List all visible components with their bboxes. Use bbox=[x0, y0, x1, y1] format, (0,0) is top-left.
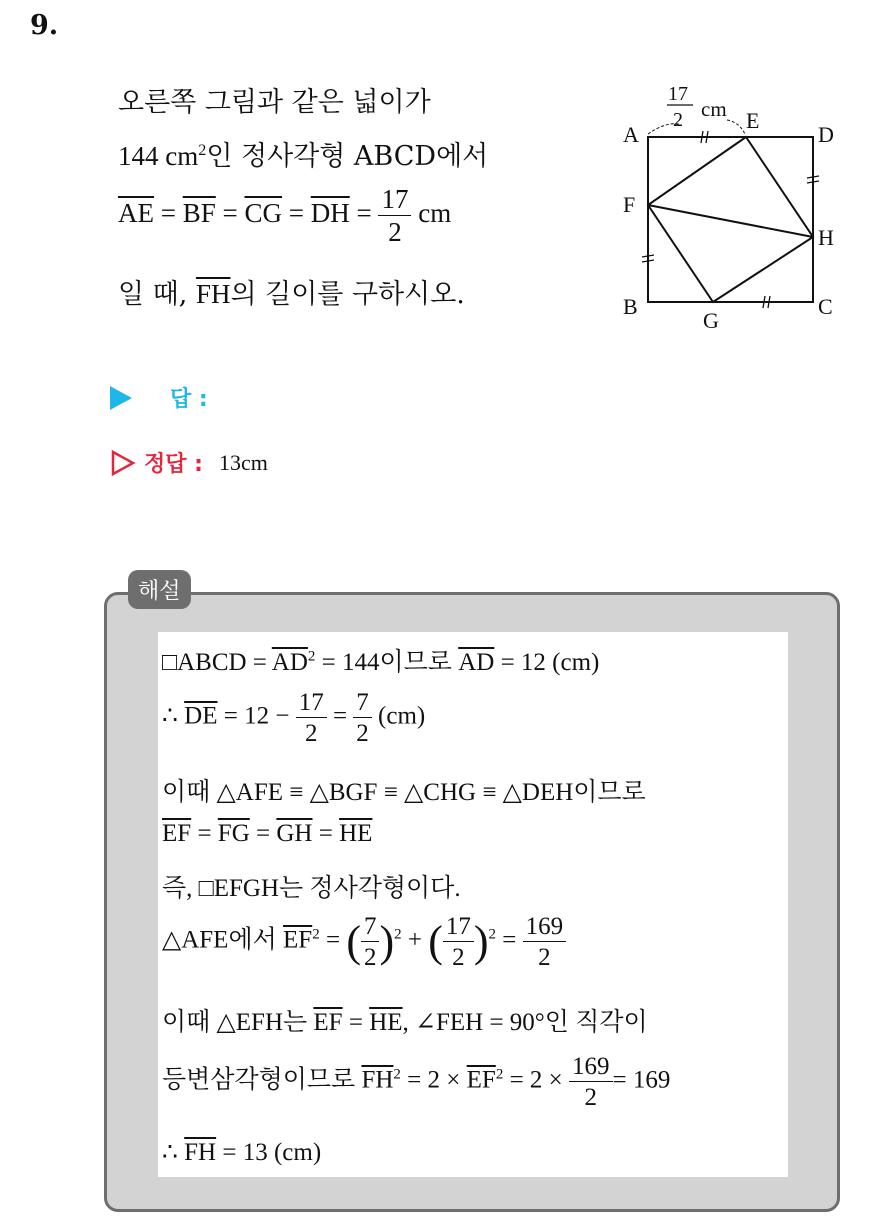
sol6-sup2: 2 bbox=[394, 926, 402, 943]
sol6-d2: 2 bbox=[452, 944, 465, 971]
solution-tag: 해설 bbox=[128, 570, 191, 609]
sol7-b: , ∠FEH = 90°인 직각이 bbox=[402, 1009, 648, 1036]
sol4-gh: $\overline{GH}$ bbox=[276, 820, 313, 847]
sol1-seg-ad2: $\overline{AD}$ bbox=[458, 649, 495, 676]
sol2-n2: 7 bbox=[353, 690, 372, 718]
solution-line-5: 즉, □EFGH는 정사각형이다. bbox=[162, 875, 461, 902]
sol6-n1: 7 bbox=[361, 914, 380, 942]
label-g: G bbox=[703, 308, 719, 332]
segment-fh: $\overline{FH}$ bbox=[195, 279, 231, 309]
area-value: 144 cm bbox=[118, 141, 199, 171]
sol8-c: = 2 × bbox=[509, 1066, 563, 1094]
solution-line-3: 이때 △AFE ≡ △BGF ≡ △CHG ≡ △DEH이므로 bbox=[162, 779, 646, 806]
sol4-eq1: = bbox=[197, 820, 212, 847]
dim-numerator: 17 bbox=[668, 83, 688, 105]
sol6-a: △AFE에서 bbox=[162, 926, 277, 954]
sol8-frac bbox=[569, 1054, 613, 1110]
correct-answer-row bbox=[110, 447, 268, 478]
solution-line-8 bbox=[162, 1054, 670, 1110]
segment-dh: $\overline{DH}$ bbox=[310, 198, 350, 229]
sol8-e: = 169 bbox=[612, 1066, 671, 1094]
sol2-frac2 bbox=[353, 690, 372, 746]
sol1-c: = 12 (cm) bbox=[500, 649, 600, 676]
label-c: C bbox=[818, 294, 833, 319]
question-text-2: 인 정사각형 ABCD에서 bbox=[206, 141, 489, 172]
question-line-4 bbox=[118, 272, 465, 311]
question-text-1: 오른쪽 그림과 같은 넓이가 bbox=[118, 87, 431, 118]
sol1-seg-ad: $\overline{AD}$ bbox=[271, 649, 308, 676]
solution-line-2 bbox=[162, 690, 425, 746]
sol8-n: 169 bbox=[569, 1054, 613, 1082]
sol6-n2: 17 bbox=[443, 914, 474, 942]
sol2-b: = 12 − bbox=[223, 702, 290, 730]
sol2-eq: = bbox=[332, 702, 348, 730]
sol7-he: $\overline{HE}$ bbox=[369, 1009, 403, 1036]
sol2-d1: 2 bbox=[304, 720, 318, 747]
dim-denominator: 2 bbox=[673, 109, 683, 131]
sol8-ef: $\overline{EF}$ bbox=[466, 1066, 496, 1094]
sol4-eq2: = bbox=[256, 820, 271, 847]
sol4-eq3: = bbox=[318, 820, 333, 847]
segment-ae: $\overline{AE}$ bbox=[118, 198, 154, 229]
solution-line-1 bbox=[162, 642, 599, 678]
sol2-therefore: ∴ bbox=[162, 702, 178, 730]
sol4-fg: $\overline{FG}$ bbox=[217, 820, 250, 847]
sol4-he: $\overline{HE}$ bbox=[339, 820, 373, 847]
sol2-n1: 17 bbox=[296, 690, 327, 718]
sol8-sup2: 2 bbox=[495, 1066, 504, 1083]
label-b: B bbox=[623, 294, 638, 319]
label-d: D bbox=[818, 122, 834, 147]
solution-line-9 bbox=[162, 1137, 321, 1167]
sol8-b: = 2 × bbox=[407, 1066, 461, 1094]
correct-value: 13cm bbox=[218, 449, 268, 475]
sol6-sup: 2 bbox=[312, 926, 320, 943]
sol6-frac2 bbox=[443, 914, 474, 970]
outline-triangle-icon bbox=[110, 450, 136, 476]
answer-row bbox=[110, 382, 208, 413]
sol2-seg-de: $\overline{DE}$ bbox=[184, 702, 218, 730]
sol8-d: 2 bbox=[584, 1084, 598, 1111]
sol4-ef: $\overline{EF}$ bbox=[162, 820, 192, 847]
sol1-b: = 144이므로 bbox=[321, 649, 452, 676]
fraction-numerator: 17 bbox=[378, 186, 411, 216]
segment-bf: $\overline{BF}$ bbox=[182, 198, 216, 229]
unit-cm: cm bbox=[418, 198, 452, 229]
sol8-a: 등변삼각형이므로 bbox=[162, 1066, 356, 1094]
solution-line-7: 이때 △EFH는 $\overline{EF} = \overline{HE}$, ∠FEH = 90°인 직각이 bbox=[162, 1009, 648, 1036]
sol8-fh: $\overline{FH}$ bbox=[361, 1066, 394, 1094]
area-exponent: 2 bbox=[198, 141, 207, 159]
sol8-sup1: 2 bbox=[393, 1066, 401, 1083]
answer-label: 답 : bbox=[170, 387, 208, 412]
question-text-4b: 의 길이를 구하시오. bbox=[230, 279, 465, 310]
sol9-b: = 13 (cm) bbox=[222, 1139, 322, 1166]
label-a: A bbox=[623, 122, 639, 147]
label-e: E bbox=[746, 108, 760, 133]
fraction-denominator: 2 bbox=[388, 217, 402, 247]
sol6-frac1 bbox=[361, 914, 380, 970]
square-figure bbox=[615, 82, 855, 332]
question-number: 9. bbox=[30, 10, 59, 41]
question-text-4a: 일 때, bbox=[118, 279, 188, 310]
sol6-seg-ef: $\overline{EF}$ bbox=[283, 926, 313, 954]
sol6-d1: 2 bbox=[363, 944, 377, 971]
sol7-ef: $\overline{EF}$ bbox=[313, 1009, 343, 1036]
solution-content bbox=[158, 632, 788, 1177]
sol9-fh: $\overline{FH}$ bbox=[184, 1139, 217, 1166]
sol6-d3: 2 bbox=[538, 944, 551, 971]
sol2-frac1 bbox=[296, 690, 327, 746]
square-abcd bbox=[648, 137, 813, 302]
segment-cg: $\overline{CG}$ bbox=[244, 198, 283, 229]
sol2-d2: 2 bbox=[356, 720, 369, 747]
solution-line-4 bbox=[162, 820, 372, 848]
inner-square-efgh bbox=[648, 137, 813, 302]
question-line-1 bbox=[118, 80, 431, 119]
sol6-n3: 169 bbox=[523, 914, 567, 942]
sol7-a: 이때 △EFH는 bbox=[162, 1009, 308, 1036]
segment-fh-line bbox=[648, 205, 813, 237]
solution-line-6: △AFE에서 $\overline{EF}^2$ = ( $\frac{7}{2}$ )$^2$ + ( $\frac{17}{2}$ )$^2$ = $\frac{169}{2}$ bbox=[162, 914, 566, 970]
sol1-a: □ABCD = bbox=[162, 649, 267, 676]
label-h: H bbox=[818, 225, 834, 250]
label-f: F bbox=[623, 192, 636, 217]
play-triangle-icon bbox=[110, 386, 132, 410]
sol2-unit: (cm) bbox=[378, 702, 426, 730]
sol6-sup3: 2 bbox=[488, 926, 497, 943]
dim-unit: cm bbox=[701, 97, 727, 121]
question-line-2 bbox=[118, 134, 488, 173]
sol1-sup: 2 bbox=[307, 648, 316, 665]
sol9-therefore: ∴ bbox=[162, 1139, 178, 1166]
question-line-3: $\overline{AE} = \overline{BF} = \overline{CG} = \overline{DH}$ = $\frac{17}{2}$ cm bbox=[118, 184, 452, 247]
correct-label: 정답 : bbox=[144, 452, 203, 477]
sol6-frac3 bbox=[523, 914, 567, 970]
fraction-17-2 bbox=[378, 186, 411, 246]
